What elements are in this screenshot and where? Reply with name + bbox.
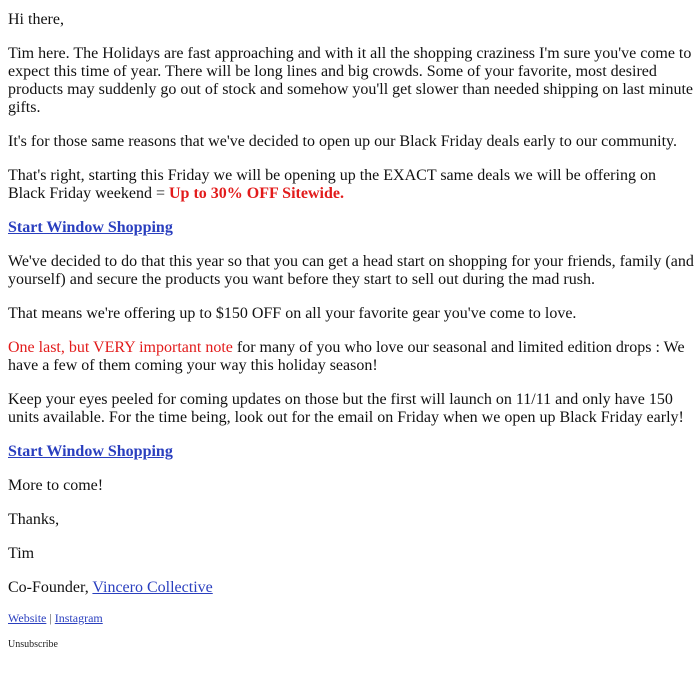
updates-paragraph: Keep your eyes peeled for coming updates on those but the first will launch on 11/11 and only have 150 units available. For the time being, look out for the email on Friday when we open up Black Friday early!	[8, 391, 684, 426]
instagram-link[interactable]: Instagram	[54, 611, 103, 625]
unsubscribe-link[interactable]: Unsubscribe	[8, 639, 58, 650]
intro-paragraph: Tim here. The Holidays are fast approaching and with it all the shopping craziness I'm sure you've come to expect this time of year. There will be long lines and big crowds. Some of your favorite, most desired products may suddenly go out of stock and somehow you'll get slower than needed shipping on last minute gifts.	[8, 45, 693, 116]
more-to-come: More to come!	[8, 477, 104, 494]
footer-links	[8, 611, 694, 625]
greeting: Hi there,	[8, 11, 64, 28]
email-body	[0, 11, 700, 651]
offer-text: That's right, starting this Friday we will be opening up the EXACT same deals we will be offering on Black Friday weekend =	[8, 167, 656, 202]
note-highlight: One last, but VERY important note	[8, 339, 233, 356]
start-window-shopping-link[interactable]: Start Window Shopping	[8, 219, 173, 236]
cta-row-1	[8, 219, 694, 237]
signature-name: Tim	[8, 545, 35, 562]
offer-paragraph	[8, 167, 694, 203]
website-link[interactable]: Website	[8, 611, 47, 625]
company-link[interactable]: Vincero Collective	[92, 579, 213, 596]
reason-paragraph: It's for those same reasons that we've decided to open up our Black Friday deals early to our community.	[8, 133, 677, 150]
start-window-shopping-link-2[interactable]: Start Window Shopping	[8, 443, 173, 460]
signature-title-row	[8, 579, 694, 597]
cta-row-2	[8, 443, 694, 461]
note-text: for many of you who love our seasonal and limited edition drops : We have a few of them coming your way this holiday season!	[8, 339, 685, 374]
note-paragraph	[8, 339, 694, 375]
thanks: Thanks,	[8, 511, 60, 528]
savings-paragraph: That means we're offering up to $150 OFF on all your favorite gear you've come to love.	[8, 305, 577, 322]
why-paragraph: We've decided to do that this year so that you can get a head start on shopping for your friends, family (and yourself) and secure the products you want before they start to sell out during the mad rush.	[8, 253, 694, 288]
footer-separator: |	[49, 611, 52, 625]
offer-highlight: Up to 30% OFF Sitewide.	[168, 185, 344, 202]
signature-title: Co-Founder,	[8, 579, 93, 596]
